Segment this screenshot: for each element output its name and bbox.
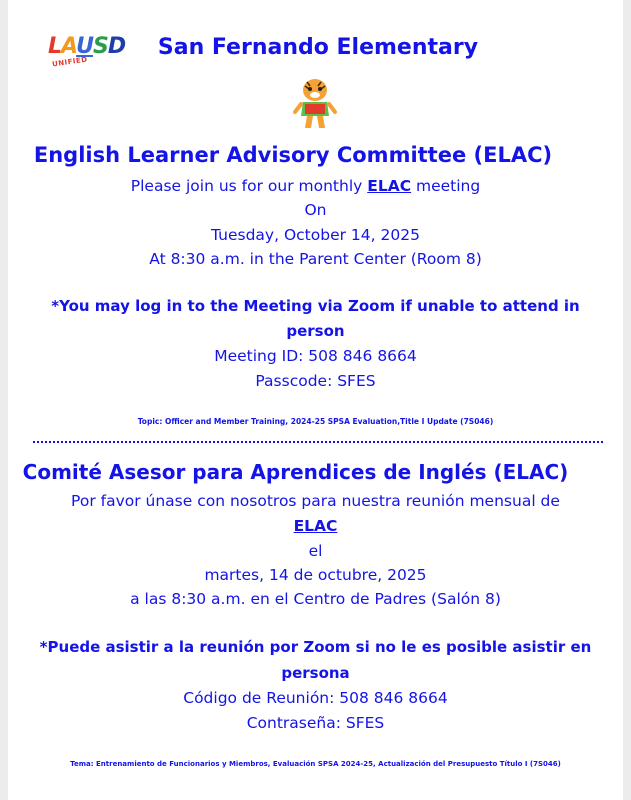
spanish-heading: Comité Asesor para Aprendices de Inglés (ELAC)	[22, 460, 569, 484]
school-name: San Fernando Elementary	[157, 35, 479, 60]
english-date: Tuesday, October 14, 2025	[211, 226, 420, 244]
english-time-place: At 8:30 a.m. in the Parent Center (Room 8)	[149, 250, 482, 268]
spanish-time-place: a las 8:30 a.m. en el Centro de Padres (Salón 8)	[130, 590, 501, 608]
flyer-page	[8, 0, 623, 800]
logo-letter: D	[107, 34, 126, 59]
spanish-el: el	[308, 542, 323, 560]
spanish-zoom-line2: persona	[281, 664, 350, 682]
english-meeting-id: Meeting ID: 508 846 8664	[214, 347, 417, 365]
logo-letter: L	[48, 34, 62, 59]
english-invite: Please join us for our monthly ELAC meeting	[130, 177, 481, 195]
english-topic: Topic: Officer and Member Training, 2024-25 SPSA Evaluation,Title I Update (7S046)	[137, 417, 494, 426]
elac-link-text: ELAC	[293, 517, 338, 535]
english-on: On	[304, 201, 327, 219]
spanish-elac	[8, 517, 623, 535]
english-heading: English Learner Advisory Committee (ELAC)	[33, 143, 553, 167]
english-zoom-line1: *You may log in to the Meeting via Zoom if unable to attend in	[51, 297, 580, 315]
logo-letter: S	[92, 34, 108, 59]
english-passcode: Passcode: SFES	[255, 372, 376, 390]
logo-letter: A	[61, 34, 77, 59]
elac-link-text: ELAC	[367, 177, 412, 195]
spanish-invite: Por favor únase con nosotros para nuestra reunión mensual de	[71, 492, 560, 510]
spanish-passcode: Contraseña: SFES	[246, 714, 385, 732]
english-zoom-line2: person	[286, 322, 345, 340]
spanish-date: martes, 14 de octubre, 2025	[204, 566, 427, 584]
tiger-mascot-icon	[291, 74, 339, 132]
spanish-topic: Tema: Entrenamiento de Funcionarios y Miembros, Evaluación SPSA 2024-25, Actualización del Presupuesto Título I (7S046)	[70, 760, 561, 768]
spanish-meeting-id: Código de Reunión: 508 846 8664	[183, 689, 448, 707]
dotted-divider	[32, 440, 604, 444]
logo-subtitle: UNIFIED	[51, 55, 89, 69]
logo-letter: U	[76, 34, 93, 59]
spanish-zoom-line1: *Puede asistir a la reunión por Zoom si no le es posible asistir en	[39, 638, 592, 656]
